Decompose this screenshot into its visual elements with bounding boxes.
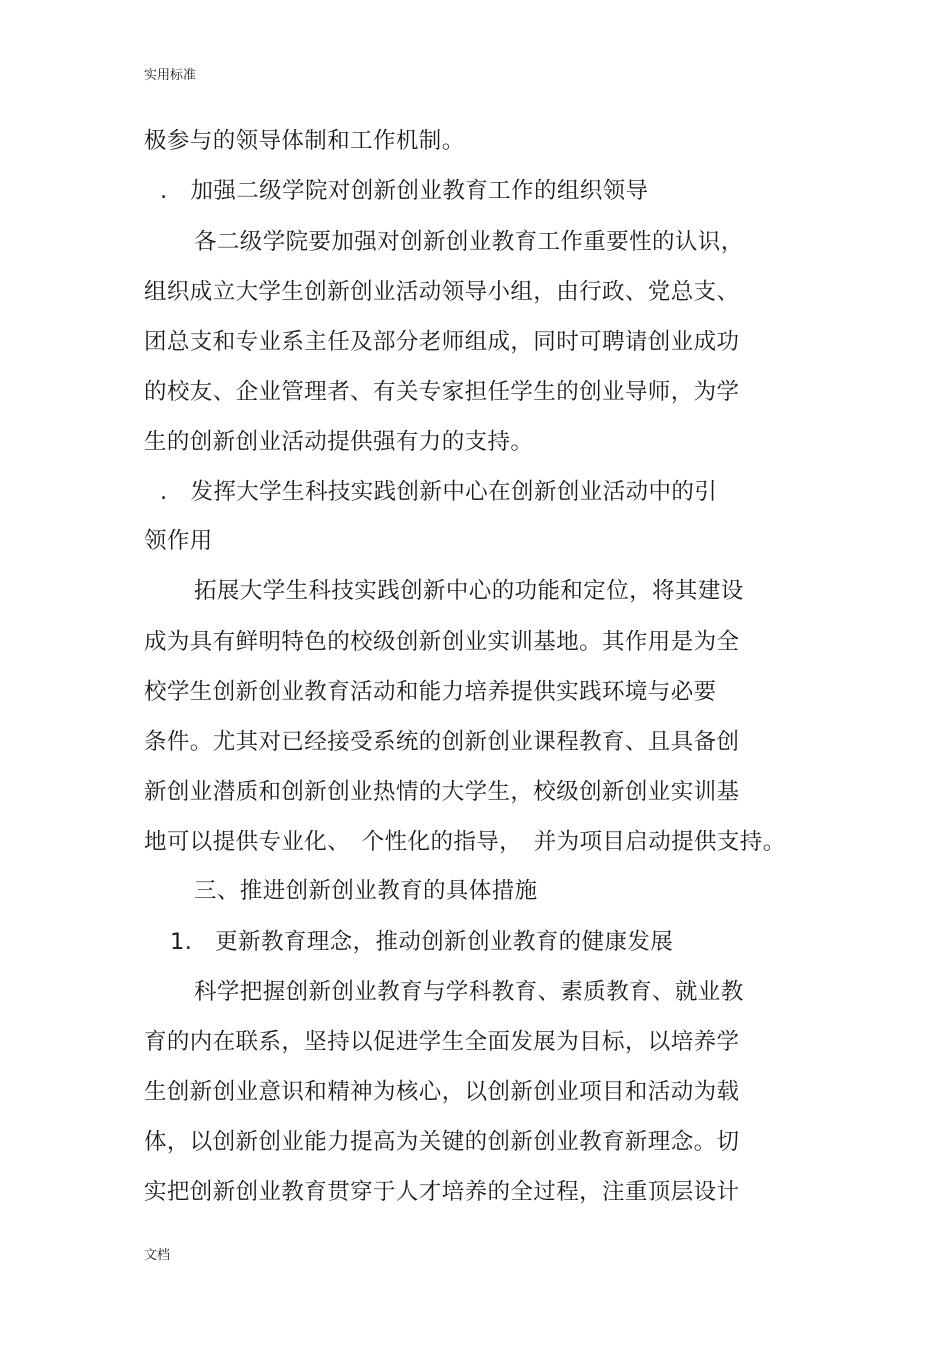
- text-line: 生创新创业意识和精神为核心，以创新创业项目和活动为载: [144, 1079, 740, 1105]
- text-line: 极参与的领导体制和工作机制。: [144, 128, 465, 154]
- text-line: 新创业潜质和创新创业热情的大学生，校级创新创业实训基: [144, 779, 740, 805]
- section-heading: . 发挥大学生科技实践创新中心在创新创业活动中的引: [160, 479, 718, 505]
- text-line: 成为具有鲜明特色的校级创新创业实训基地。其作用是为全: [144, 629, 740, 655]
- text-line: 生的创新创业活动提供强有力的支持。: [144, 429, 534, 455]
- text-line: 育的内在联系，坚持以促进学生全面发展为目标，以培养学: [144, 1029, 740, 1055]
- section-heading-continued: 领作用: [144, 528, 213, 554]
- text-line: 实把创新创业教育贯穿于人才培养的全过程，注重顶层设计: [144, 1179, 740, 1205]
- subsection-heading: 1. 更新教育理念，推动创新创业教育的健康发展: [170, 929, 674, 955]
- text-line: 地可以提供专业化、 个性化的指导， 并为项目启动提供支持。: [144, 829, 786, 855]
- page-footer: 文档: [144, 1248, 171, 1263]
- text-line: 条件。尤其对已经接受系统的创新创业课程教育、且具备创: [144, 729, 740, 755]
- text-line: 团总支和专业系主任及部分老师组成，同时可聘请创业成功: [144, 329, 740, 355]
- text-line: 的校友、企业管理者、有关专家担任学生的创业导师，为学: [144, 379, 740, 405]
- text-line: 体，以创新创业能力提高为关键的创新创业教育新理念。切: [144, 1129, 740, 1155]
- text-line: 各二级学院要加强对创新创业教育工作重要性的认识，: [194, 229, 744, 255]
- section-heading: 三、推进创新创业教育的具体措施: [194, 878, 538, 904]
- text-line: 拓展大学生科技实践创新中心的功能和定位，将其建设: [194, 578, 744, 604]
- section-heading: . 加强二级学院对创新创业教育工作的组织领导: [160, 178, 649, 204]
- text-line: 科学把握创新创业教育与学科教育、素质教育、就业教: [194, 979, 744, 1005]
- page-header: 实用标准: [144, 68, 197, 83]
- text-line: 校学生创新创业教育活动和能力培养提供实践环境与必要: [144, 679, 717, 705]
- text-line: 组织成立大学生创新创业活动领导小组，由行政、党总支、: [144, 279, 740, 305]
